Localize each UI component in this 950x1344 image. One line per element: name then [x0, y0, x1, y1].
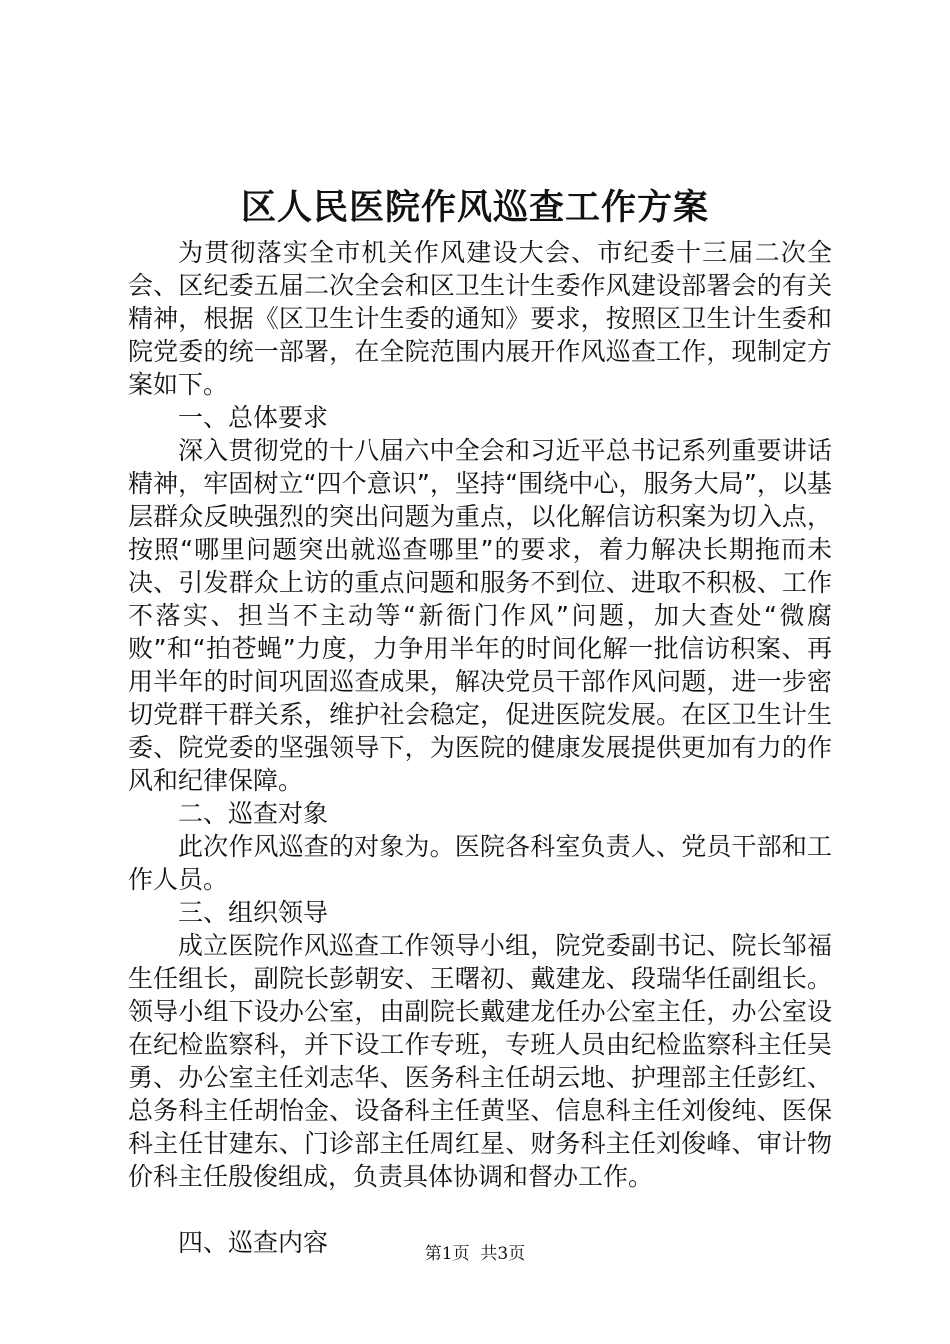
document-body	[128, 236, 832, 1259]
section-heading-inspection-content: 四、巡查内容	[178, 1228, 329, 1257]
section-heading-organization-leadership: 三、组织领导	[178, 898, 329, 927]
intro-paragraph: 为贯彻落实全市机关作风建设大会、市纪委十三届二次全会、区纪委五届二次全会和区卫生计生委作风建设部署会的有关精神，根据《区卫生计生委的通知》要求，按照区卫生计生委和院党委的统一部署，在全院范围内展开作风巡查工作，现制定方案如下。	[128, 238, 832, 399]
general-requirements-paragraph: 深入贯彻党的十八届六中全会和习近平总书记系列重要讲话精神，牢固树立“四个意识”，坚持“围绕中心，服务大局”，以基层群众反映强烈的突出问题为重点，以化解信访积案为切入点，按照“哪里问题突出就巡查哪里”的要求，着力解决长期拖而未决、引发群众上访的重点问题和服务不到位、进取不积极、工作不落实、担当不主动等“新衙门作风”问题，加大查处“微腐败”和“拍苍蝇”力度，力争用半年的时间化解一批信访积案、再用半年的时间巩固巡查成果，解决党员干部作风问题，进一步密切党群干群关系，维护社会稳定，促进医院发展。在区卫生计生委、院党委的坚强领导下，为医院的健康发展提供更加有力的作风和纪律保障。	[128, 436, 832, 795]
document-title: 区人民医院作风巡查工作方案	[240, 187, 709, 228]
section-heading-inspection-targets: 二、巡查对象	[178, 799, 329, 828]
page-footer	[0, 1243, 950, 1265]
page-number: 第1页	[424, 1244, 470, 1264]
page-total: 共3页	[480, 1244, 526, 1264]
inspection-targets-paragraph: 此次作风巡查的对象为。医院各科室负责人、党员干部和工作人员。	[128, 832, 832, 894]
organization-leadership-paragraph: 成立医院作风巡查工作领导小组，院党委副书记、院长邹福生任组长，副院长彭朝安、王曙初、戴建龙、段瑞华任副组长。领导小组下设办公室，由副院长戴建龙任办公室主任，办公室设在纪检监察科，并下设工作专班，专班人员由纪检监察科主任吴勇、办公室主任刘志华、医务科主任胡云地、护理部主任彭红、总务科主任胡怡金、设备科主任黄坚、信息科主任刘俊纯、医保科主任甘建东、门诊部主任周红星、财务科主任刘俊峰、审计物价科主任殷俊组成，负责具体协调和督办工作。	[128, 931, 832, 1191]
section-heading-general-requirements: 一、总体要求	[178, 403, 329, 432]
